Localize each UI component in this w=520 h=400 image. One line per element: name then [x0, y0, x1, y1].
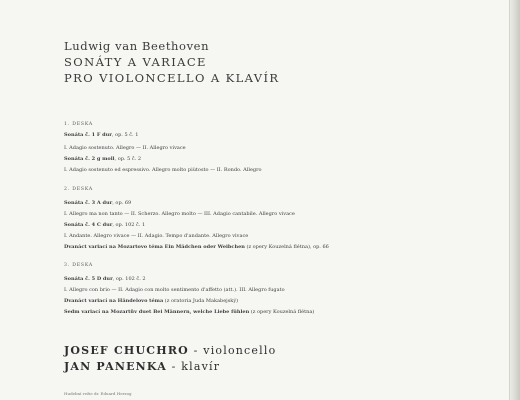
work-detail: (z opery Kouzelná flétna) [249, 309, 315, 315]
track-row [64, 156, 141, 162]
track-row [64, 167, 262, 173]
work-detail: I. Allegro ma non tanto — II. Scherzo. Allegro molto — III. Adagio cantabile. Allegro vivace [64, 211, 295, 217]
work-detail: (z opery Kouzelná flétna), op. 66 [244, 244, 329, 250]
work-detail: I. Adagio sostenuto. Allegro — II. Allegro vivace [64, 145, 186, 151]
work-detail: , op. 102 č. 2 [112, 276, 146, 282]
track-row [64, 276, 146, 282]
work-title: Sonáta č. 5 D dur [64, 276, 113, 282]
page-edge [510, 0, 520, 400]
work-title: Sonáta č. 2 g moll [64, 156, 115, 162]
track-row [64, 233, 248, 239]
performer-line [64, 359, 276, 375]
work-title: Sonáta č. 4 C dur [64, 222, 113, 228]
work-title: Sedm variací na Mozartův duet Bei Männern, welche Liebe fühlen [64, 309, 250, 315]
performer-name: JOSEF CHUCHRO [64, 344, 189, 357]
work-title: Sonáta č. 1 F dur [64, 132, 112, 138]
track-row [64, 298, 238, 304]
performer-name: JAN PANENKA [64, 360, 167, 373]
work-title: Dvanáct variací na Händelovo téma [64, 298, 164, 304]
work-title: Sonáta č. 3 A dur [64, 200, 113, 206]
work-detail: (z oratoria Juda Makabejský) [163, 298, 239, 304]
track-row [64, 222, 145, 228]
title-line-2: PRO VIOLONCELLO A KLAVÍR [64, 71, 280, 85]
performers [64, 343, 276, 375]
title-line-1: SONÁTY A VARIACE [64, 55, 207, 69]
disc-2-label: 2. DESKA [64, 187, 93, 192]
work-detail: I. Adagio sostenuto ed espressivo. Allegro molto piùtosto — II. Rondo. Allegro [64, 167, 262, 173]
track-row [64, 244, 329, 250]
composer-name: Ludwig van Beethoven [64, 39, 210, 53]
work-detail: , op. 102 č. 1 [112, 222, 146, 228]
performer-role: - violoncello [188, 344, 277, 357]
work-detail: I. Allegro con brio — II. Adagio con molto sentimento d'affetto (att.). III. Allegro fugato [64, 287, 285, 293]
track-row [64, 309, 314, 315]
work-title: Dvanáct variací na Mozartovo téma Ein Mädchen oder Weibchen [64, 244, 245, 250]
work-detail: , op. 5 č. 2 [114, 156, 142, 162]
disc-1-label: 1. DESKA [64, 122, 93, 127]
track-row [64, 211, 295, 217]
track-row [64, 145, 186, 151]
performer-role: - klavír [166, 360, 221, 373]
header [64, 38, 279, 86]
work-detail: , op. 69 [112, 200, 132, 206]
work-detail: I. Andante. Allegro vivace — II. Adagio. Tempo d'andante. Allegro vivace [64, 233, 249, 239]
track-row [64, 287, 285, 293]
production-credit: Hudební režie dr. Eduard Herzog [64, 391, 132, 396]
performer-line [64, 343, 276, 359]
track-row [64, 132, 138, 138]
work-detail: , op. 5 č. 1 [111, 132, 139, 138]
track-row [64, 200, 131, 206]
disc-3-label: 3. DESKA [64, 263, 93, 268]
